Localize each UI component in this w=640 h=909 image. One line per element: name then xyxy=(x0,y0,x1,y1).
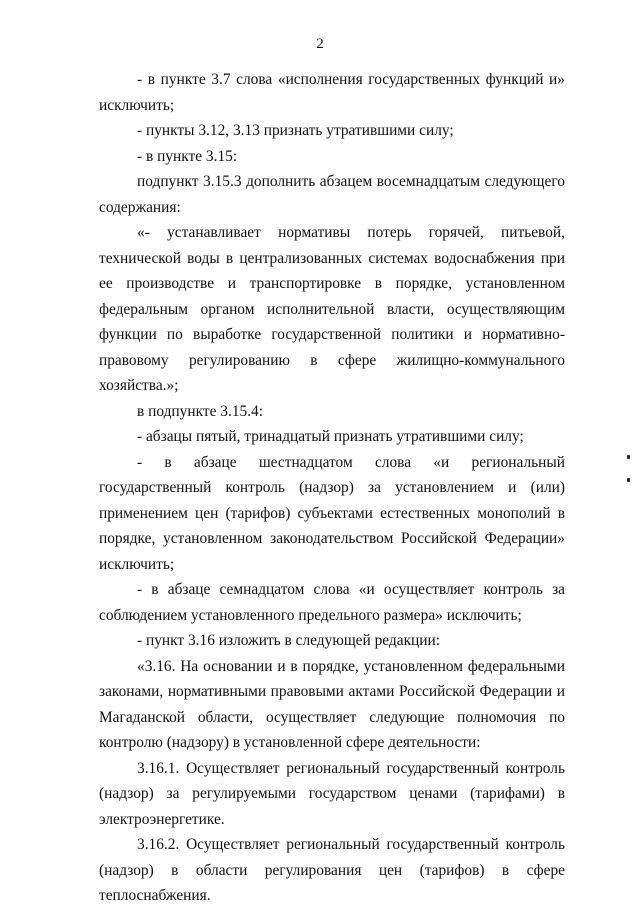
paragraph-item-3-15: - в пункте 3.15: xyxy=(137,147,238,165)
paragraph-quoted-3-16: «3.16. На основании и в порядке, установленном федеральными законами, нормативными правовыми актами Российской Федерации и Магаданской области, осуществляет следующие полномочия по контролю (надзору) в установленной сфере деятельности: xyxy=(99,657,565,751)
paragraph-item-3-7: - в пункте 3.7 слова «исполнения государственных функций и» исключить; xyxy=(99,71,565,114)
scan-artifact-mark xyxy=(627,478,630,482)
paragraph-subitem-3-15-4: в подпункте 3.15.4: xyxy=(137,402,264,420)
paragraph-abzacy-5-13: - абзацы пятый, тринадцатый признать утратившими силу; xyxy=(137,428,524,445)
paragraph-abzac-17: - в абзаце семнадцатом слова «и осуществляет контроль за соблюдением установленного предельного размера» исключить; xyxy=(99,581,565,624)
page-number: 2 xyxy=(316,36,324,52)
paragraph-subitem-3-15-3: подпункт 3.15.3 дополнить абзацем восемнадцатым следующего содержания: xyxy=(99,173,565,216)
paragraph-3-16-1: 3.16.1. Осуществляет региональный государственный контроль (надзор) за регулируемыми государством ценами (тарифами) в электроэнергетике. xyxy=(99,759,565,828)
paragraph-item-3-16: - пункт 3.16 изложить в следующей редакции: xyxy=(137,632,441,649)
document-body xyxy=(99,67,565,909)
paragraph-quoted-norms: «- устанавливает нормативы потерь горячей, питьевой, технической воды в централизованных системах водоснабжения при ее производстве и транспортировке в порядке, установленном федеральным органом исполнительной власти, осуществляющим функции по выработке государственной политики и нормативно-правовому регулированию в сфере жилищно-коммунального хозяйства.»; xyxy=(99,224,565,394)
paragraph-items-3-12-3-13: - пункты 3.12, 3.13 признать утратившими силу; xyxy=(137,122,454,139)
scan-artifact-mark xyxy=(627,455,630,459)
paragraph-3-16-2: 3.16.2. Осуществляет региональный государственный контроль (надзор) в области регулирования цен (тарифов) в сфере теплоснабжения. xyxy=(99,836,565,904)
paragraph-abzac-16: - в абзаце шестнадцатом слова «и региональный государственный контроль (надзор) за установлением и (или) применением цен (тарифов) субъектами естественных монополий в порядке, установленном законодательством Российской Федерации» исключить; xyxy=(99,453,565,573)
